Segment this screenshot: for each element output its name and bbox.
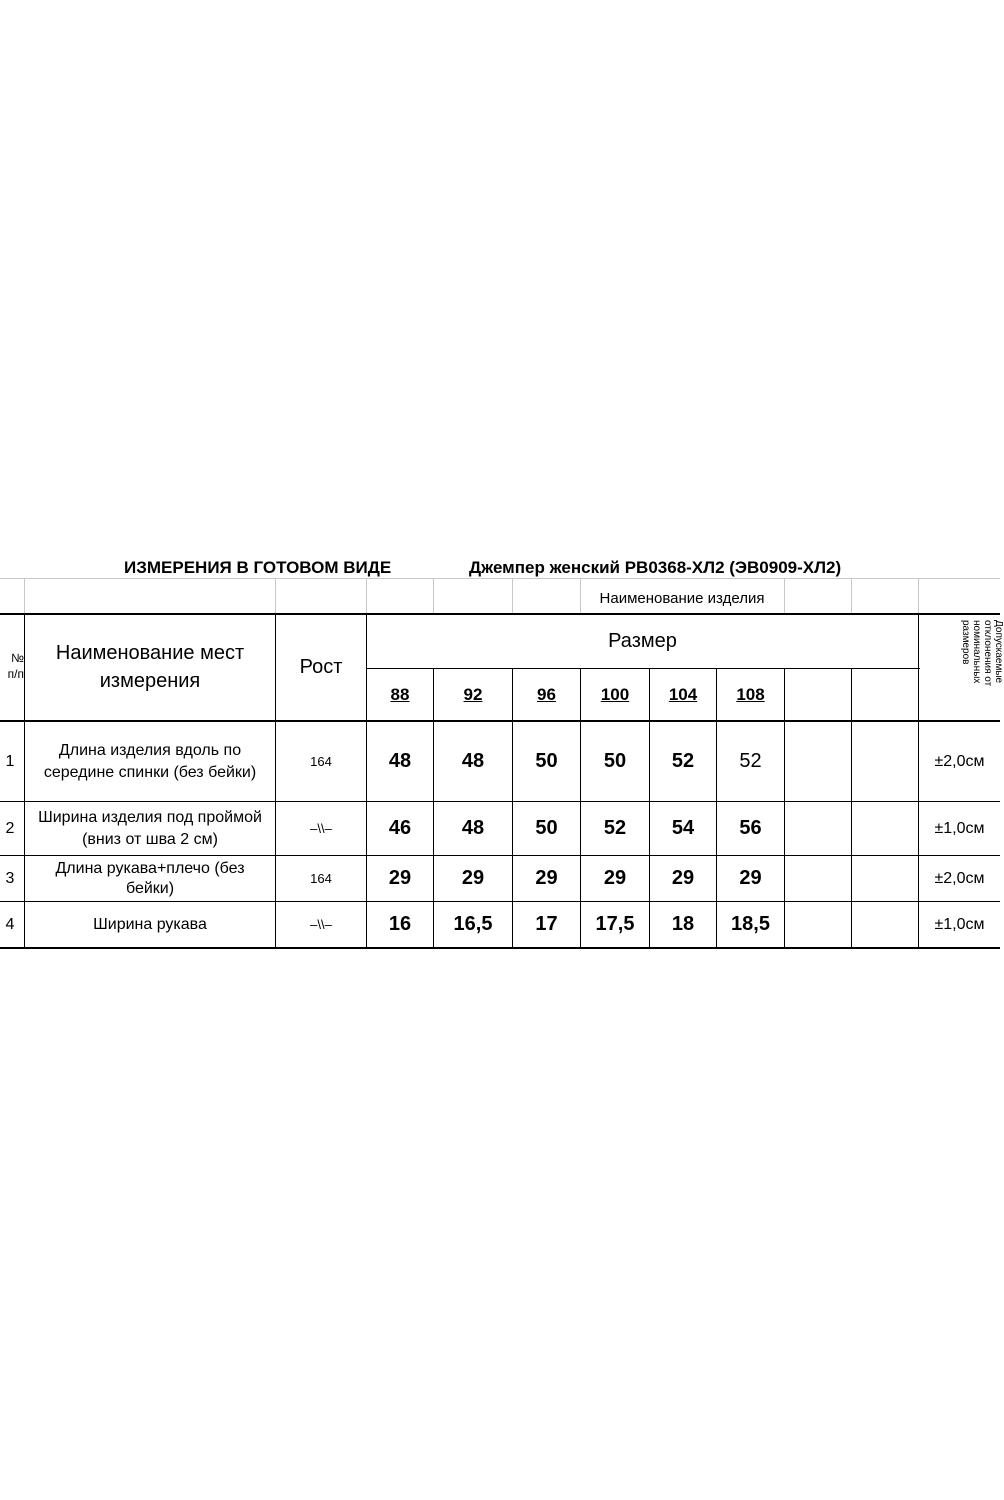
row-place: Ширина рукава	[93, 915, 207, 933]
row-place: Длина рукава+плечо (без бейки)	[55, 859, 245, 897]
size-88: 88	[390, 684, 410, 704]
header-size: Размер	[608, 630, 677, 652]
row-value: 52	[603, 817, 627, 839]
header-tolerance-wrap	[920, 616, 1004, 720]
header-place: Наименование мест измерения	[55, 642, 245, 692]
row-value: 54	[671, 817, 695, 839]
row-tolerance: ±1,0см	[934, 819, 985, 837]
row-num: 3	[5, 869, 15, 887]
grid-line	[784, 578, 785, 614]
grid-line	[851, 668, 852, 948]
row-tolerance: ±2,0см	[934, 869, 985, 887]
row-height: 164	[310, 754, 332, 769]
row-height: –\\–	[310, 821, 332, 836]
size-108: 108	[736, 684, 765, 704]
row-value: 48	[461, 817, 485, 839]
table-border-bottom	[0, 947, 1000, 949]
row-value: 48	[461, 750, 485, 772]
row-value: 16	[388, 913, 412, 935]
row-value: 29	[603, 867, 627, 889]
row-num: 4	[5, 915, 15, 933]
row-value: 17	[535, 913, 558, 935]
grid-line	[433, 578, 434, 614]
row-tolerance: ±1,0см	[934, 915, 985, 933]
row-value: 56	[739, 817, 762, 839]
row-place: Длина изделия вдоль по середине спинки (без бейки)	[43, 741, 257, 781]
size-92: 92	[463, 684, 483, 704]
row-num: 2	[5, 819, 15, 837]
row-height: 164	[310, 871, 332, 886]
grid-line	[0, 578, 1000, 579]
grid-line	[918, 578, 919, 614]
grid-line	[275, 578, 276, 614]
size-104: 104	[668, 684, 698, 704]
row-value: 29	[739, 867, 762, 889]
row-value: 17,5	[595, 913, 635, 935]
document-title: ИЗМЕРЕНИЯ В ГОТОВОМ ВИДЕ	[124, 558, 392, 577]
row-value: 18	[671, 913, 695, 935]
header-tolerance: Допускаемые отклонения от номинальных размеров	[960, 620, 1004, 687]
row-tolerance: ±2,0см	[934, 752, 985, 770]
row-value: 29	[671, 867, 695, 889]
product-caption: Наименование изделия	[599, 589, 765, 607]
grid-line	[784, 668, 785, 948]
row-value: 52	[671, 750, 695, 772]
row-value: 29	[388, 867, 412, 889]
product-title: Джемпер женский РВ0368-ХЛ2 (ЭВ0909-ХЛ2)	[469, 558, 842, 577]
grid-line	[512, 578, 513, 614]
row-value: 50	[603, 750, 627, 772]
row-value: 29	[535, 867, 558, 889]
grid-line	[24, 578, 25, 614]
row-value: 48	[388, 750, 412, 772]
header-height: Рост	[299, 656, 343, 678]
row-height: –\\–	[310, 917, 332, 932]
row-value: 16,5	[453, 913, 493, 935]
row-value: 46	[388, 817, 412, 839]
size-100: 100	[600, 684, 630, 704]
row-value: 50	[535, 750, 558, 772]
size-96: 96	[537, 684, 556, 704]
grid-line	[366, 578, 367, 614]
row-value: 29	[461, 867, 485, 889]
row-place: Ширина изделия под проймой (вниз от шва 2 см)	[38, 808, 262, 848]
grid-line	[851, 578, 852, 614]
row-num: 1	[5, 752, 15, 770]
row-value: 50	[535, 817, 558, 839]
row-value: 18,5	[731, 913, 770, 935]
row-value: 52	[739, 750, 762, 772]
header-num: № п/п	[7, 651, 24, 681]
